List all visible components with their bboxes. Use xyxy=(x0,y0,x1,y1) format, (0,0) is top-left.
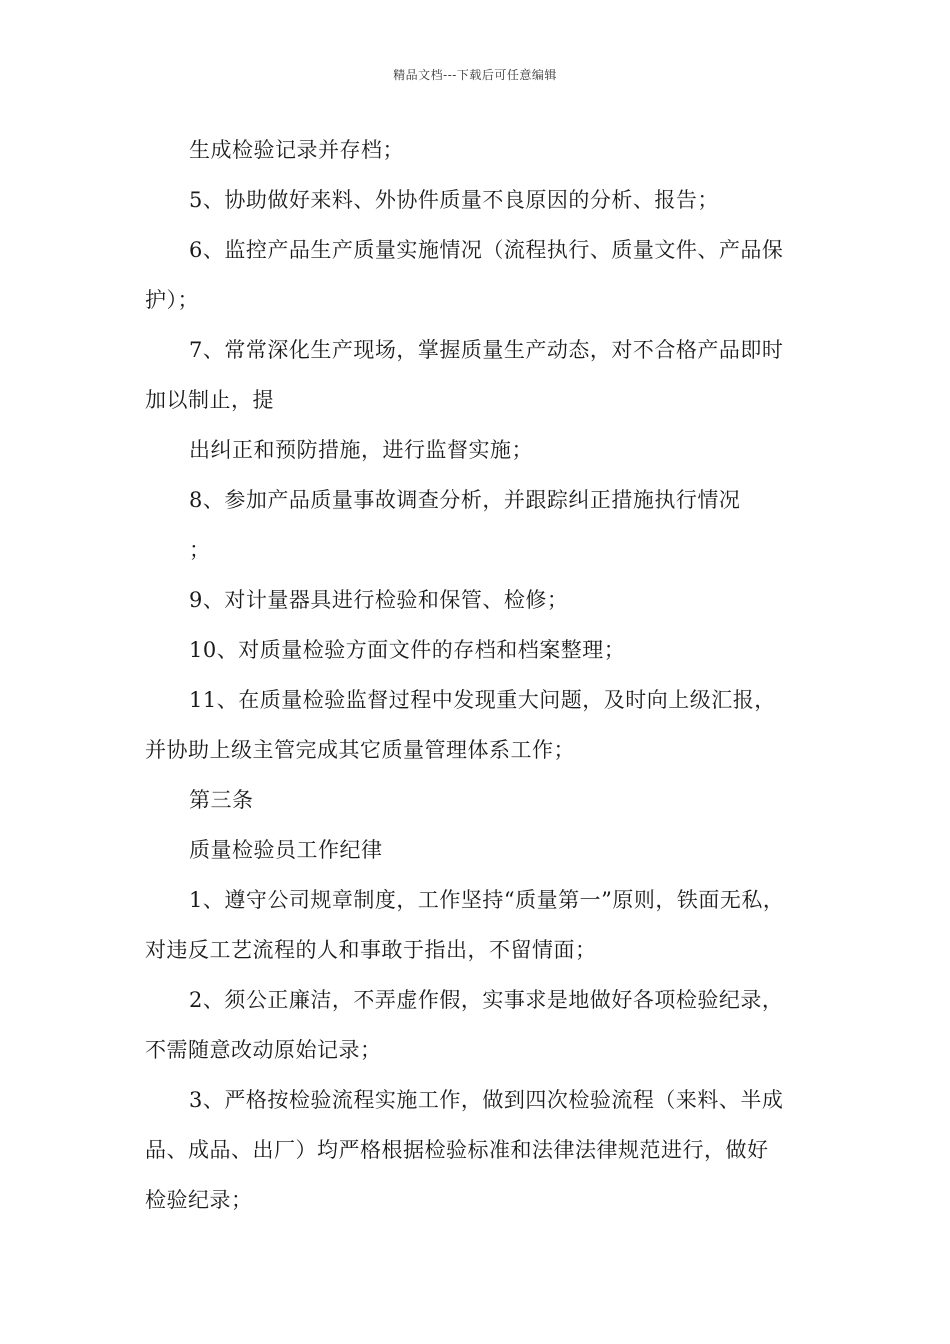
text-line: 护）； xyxy=(145,288,199,312)
text-line: 11、在质量检验监督过程中发现重大问题，及时向上级汇报， xyxy=(189,688,776,712)
section-subheading: 质量检验员工作纪律 xyxy=(189,838,383,862)
text-line: 9、对计量器具进行检验和保管、检修； xyxy=(189,588,569,612)
text-line: 对违反工艺流程的人和事敢于指出，不留情面； xyxy=(145,938,597,962)
text-line: 品、成品、出厂）均严格根据检验标准和法律法律规范进行，做好 xyxy=(145,1138,769,1162)
text-line: 6、监控产品生产质量实施情况（流程执行、质量文件、产品保 xyxy=(189,238,784,262)
text-line: ； xyxy=(189,538,211,562)
text-line: 1、遵守公司规章制度，工作坚持“质量第一”原则，铁面无私， xyxy=(189,888,785,912)
text-line: 8、参加产品质量事故调查分析，并跟踪纠正措施执行情况 xyxy=(189,488,741,512)
text-line: 不需随意改动原始记录； xyxy=(145,1038,382,1062)
text-line: 3、严格按检验流程实施工作，做到四次检验流程（来料、半成 xyxy=(189,1088,784,1112)
text-line: 5、协助做好来料、外协件质量不良原因的分析、报告； xyxy=(189,188,719,212)
text-line: 出纠正和预防措施，进行监督实施； xyxy=(189,438,533,462)
text-line: 7、常常深化生产现场，掌握质量生产动态，对不合格产品即时 xyxy=(189,338,784,362)
text-line: 加以制止，提 xyxy=(145,388,274,412)
text-line: 并协助上级主管完成其它质量管理体系工作； xyxy=(145,738,575,762)
text-line: 生成检验记录并存档； xyxy=(189,138,404,162)
section-heading: 第三条 xyxy=(189,788,254,812)
text-line: 10、对质量检验方面文件的存档和档案整理； xyxy=(189,638,626,662)
text-line: 检验纪录； xyxy=(145,1188,253,1212)
page-header: 精品文档---下载后可任意编辑 xyxy=(393,68,557,82)
text-line: 2、须公正廉洁，不弄虚作假，实事求是地做好各项检验纪录， xyxy=(189,988,784,1012)
